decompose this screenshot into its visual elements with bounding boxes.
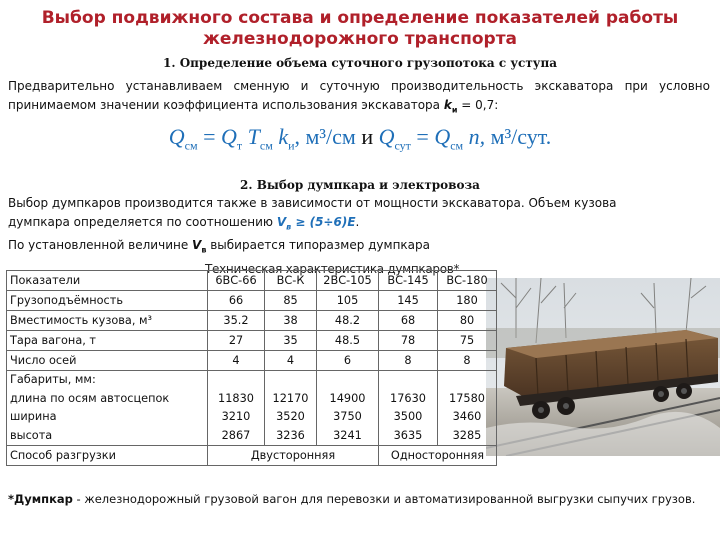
table-cell: 48.2: [317, 311, 379, 331]
paragraph-1-text: принимаемом значении коэффициента использования экскаватора: [8, 98, 444, 112]
dim-value: 3750: [333, 410, 362, 423]
header-cell: ВС-К: [265, 271, 317, 291]
table-cell: Двусторонняя: [208, 446, 379, 466]
dumpcar-photo: [486, 278, 720, 456]
formula-q4-sub: см: [450, 138, 464, 153]
header-cell: Показатели: [7, 271, 208, 291]
dims-label: высота: [10, 428, 53, 442]
table-cell: Односторонняя: [379, 446, 497, 466]
paragraph-2-line-2: [8, 213, 710, 236]
formula-q3-sub: сут: [394, 138, 411, 153]
table-cell: 38: [265, 311, 317, 331]
formula-k-sub: и: [288, 138, 295, 153]
k-subscript: и: [451, 105, 458, 115]
table-cell: 66: [208, 291, 265, 311]
table-row-dimensions: [7, 371, 497, 446]
table-title: Техническая характеристика думпкаров*: [205, 262, 460, 276]
table-cell: 35: [265, 331, 317, 351]
dim-value: 3285: [452, 428, 482, 442]
table-row: [7, 311, 497, 331]
paragraph-3-end: выбирается типоразмер думпкара: [206, 238, 431, 253]
table-cell: 180: [438, 291, 497, 311]
formula-n: n,: [463, 124, 486, 149]
table-cell: 27: [208, 331, 265, 351]
formula-q4: Q: [434, 124, 451, 149]
table-cell: 8: [438, 351, 497, 371]
paragraph-2-line-1: Выбор думпкаров производится также в зависимости от мощности экскаватора. Объем кузова: [8, 196, 617, 210]
formula-q2-sub: т: [236, 138, 243, 153]
formula-q3: Q: [378, 124, 395, 149]
dim-value: 17630: [390, 391, 426, 405]
table-cell: 48.5: [317, 331, 379, 351]
v-symbol: V: [192, 238, 202, 253]
row-label: Тара вагона, т: [7, 331, 208, 351]
formula-q2: Q: [221, 124, 237, 149]
header-cell: 2ВС-105: [317, 271, 379, 291]
paragraph-1-line-1: Предварительно устанавливаем сменную и суточную производительность экскаватора при условно: [8, 79, 710, 93]
paragraph-3-text: По установленной величине: [8, 238, 193, 253]
section-2-heading: 2. Выбор думпкара и электровоза: [240, 178, 480, 192]
dim-value: 2867: [221, 428, 251, 442]
table-cell: [438, 371, 497, 446]
table-cell: 105: [317, 291, 379, 311]
dim-value: 3520: [276, 410, 305, 423]
paragraph-2-end: .: [355, 215, 360, 229]
vv-subscript: в: [286, 222, 292, 232]
dim-value: 12170: [272, 391, 309, 405]
dumpcar-spec-table: [6, 270, 497, 466]
formula-q: Q: [168, 124, 185, 149]
table-cell: 145: [379, 291, 438, 311]
dim-value: 3460: [452, 410, 482, 423]
table-cell: [208, 371, 265, 446]
dim-value: 11830: [218, 391, 254, 405]
row-label: Способ разгрузки: [7, 446, 208, 466]
header-cell: 6ВС-66: [208, 271, 265, 291]
table-cell: 4: [208, 351, 265, 371]
dim-value: 3241: [333, 428, 362, 442]
section-1-heading: 1. Определение объема суточного грузопотока с уступа: [162, 56, 558, 70]
table-cell: [265, 371, 317, 446]
page-title: [0, 8, 720, 50]
paragraph-2-text: думпкара определяется по соотношению: [8, 215, 277, 229]
dim-value: 3210: [221, 410, 251, 423]
title-line-2: железнодорожного транспорта: [202, 29, 518, 49]
row-label: Число осей: [7, 351, 208, 371]
paragraph-1-end: = 0,7:: [457, 98, 499, 112]
table-row: [7, 351, 497, 371]
table-cell: 85: [265, 291, 317, 311]
footnote-text: - железнодорожный грузовой вагон для перевозки и автоматизированной выгрузки сыпучих грузов.: [72, 492, 696, 506]
formula-unit-2: м³/сут.: [485, 124, 552, 149]
paragraph-2: [8, 194, 710, 260]
table-cell: [317, 371, 379, 446]
row-label: Вместимость кузова, м³: [7, 311, 208, 331]
k-symbol: k: [443, 98, 452, 112]
row-label: Грузоподъёмность: [7, 291, 208, 311]
table-row-unloading: [7, 446, 497, 466]
vv-relation: ≥ (5÷6)E: [291, 215, 356, 229]
formula-unit-1: , м³/см: [294, 124, 356, 149]
header-cell: ВС-180: [438, 271, 497, 291]
vv-symbol: V: [276, 215, 287, 229]
v-subscript: в: [201, 245, 207, 255]
dims-label: ширина: [10, 410, 57, 423]
table-cell: 78: [379, 331, 438, 351]
formula-t-sub: см: [259, 138, 273, 153]
table-row: [7, 331, 497, 351]
paragraph-1-line-2: [8, 96, 710, 119]
paragraph-1: [8, 77, 710, 119]
table-cell: 8: [379, 351, 438, 371]
table-row: [7, 291, 497, 311]
formula-eq2: =: [410, 124, 435, 149]
row-label-dimensions: [7, 371, 208, 446]
dim-value: 3635: [393, 428, 423, 442]
paragraph-3: [8, 236, 710, 259]
title-line-1: Выбор подвижного состава и определение показателей работы: [41, 8, 679, 28]
dims-label: Габариты, мм:: [10, 373, 96, 386]
table-cell: 6: [317, 351, 379, 371]
formula-line: [0, 124, 720, 153]
header-cell: ВС-145: [379, 271, 438, 291]
dim-value: 17580: [449, 391, 485, 405]
formula-t: T: [242, 124, 260, 149]
footnote: [8, 492, 695, 506]
formula-eq: =: [197, 124, 221, 149]
table-cell: 80: [438, 311, 497, 331]
footnote-term: *Думпкар: [8, 492, 73, 506]
table-cell: 68: [379, 311, 438, 331]
dim-value: 3500: [393, 410, 423, 423]
table-cell: [379, 371, 438, 446]
table-cell: 75: [438, 331, 497, 351]
formula-and: и: [355, 124, 379, 149]
table-cell: 35.2: [208, 311, 265, 331]
formula-k: k: [272, 124, 289, 149]
dim-value: 3236: [276, 428, 305, 442]
dims-label: длина по осям автосцепок: [10, 391, 170, 405]
formula-q-sub: см: [184, 138, 198, 153]
table-header-row: [7, 271, 497, 291]
dim-value: 14900: [329, 391, 366, 405]
table-cell: 4: [265, 351, 317, 371]
